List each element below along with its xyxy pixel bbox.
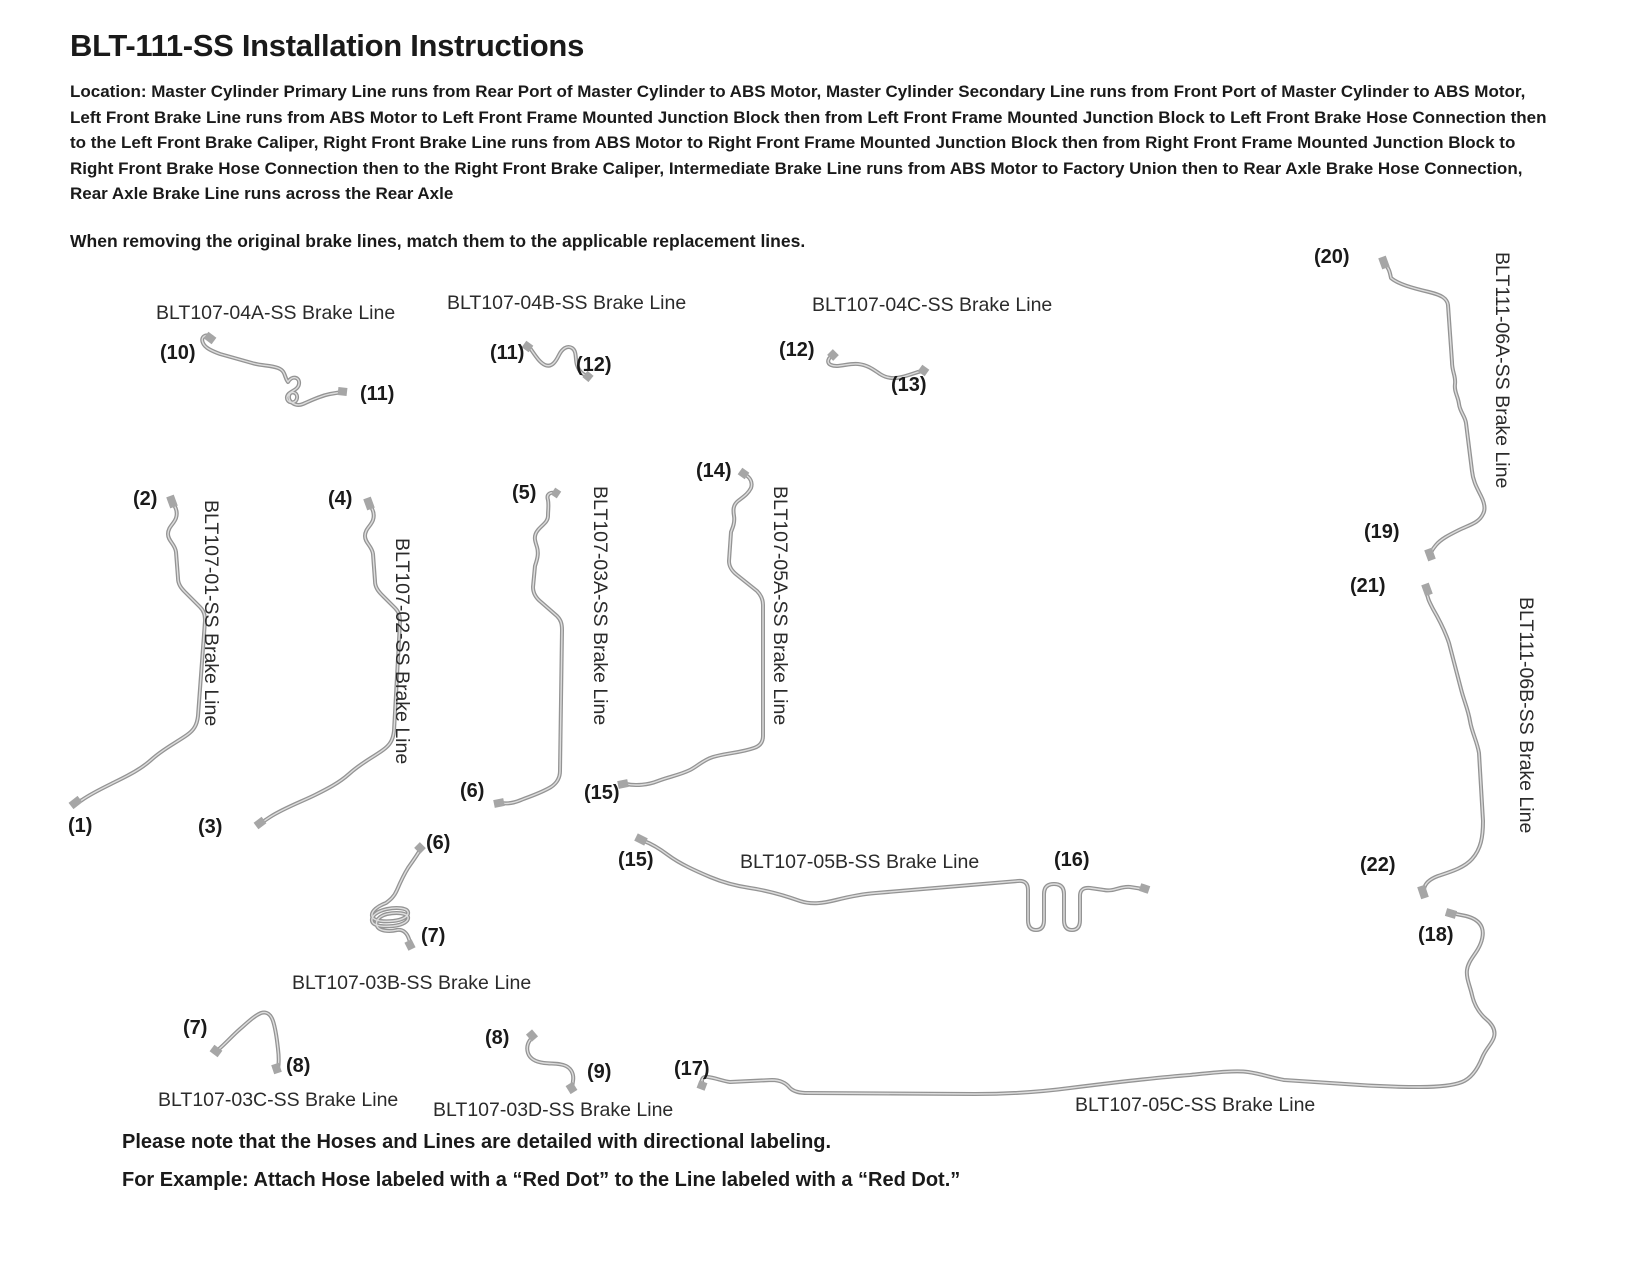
callout-04b-end-11: (11) — [490, 342, 525, 364]
callout-03a-end-6: (6) — [460, 780, 485, 802]
callout-03a-end-5: (5) — [512, 482, 537, 504]
page-title: BLT-111-SS Installation Instructions — [70, 28, 585, 63]
label-blt107-01: BLT107-01-SS Brake Line — [200, 500, 222, 727]
callout-06a-end-20: (20) — [1314, 246, 1350, 268]
label-blt107-02: BLT107-02-SS Brake Line — [391, 538, 413, 765]
blt107-01-line-drawing — [77, 502, 205, 803]
callout-03b-end-6: (6) — [426, 832, 451, 854]
footer-note-red-dot-example: For Example: Attach Hose labeled with a “Red Dot” to the Line labeled with a “Red Dot.” — [122, 1169, 961, 1191]
callout-05b-end-16: (16) — [1054, 849, 1090, 871]
callout-03c-end-7: (7) — [183, 1017, 208, 1039]
blt111-06a-line-drawing — [1384, 264, 1484, 557]
callout-03b-end-7: (7) — [421, 925, 446, 947]
blt107-05a-line-drawing — [626, 474, 763, 785]
callout-04a-end-10: (10) — [160, 342, 196, 364]
callout-06b-end-21: (21) — [1350, 575, 1386, 597]
footer-note-directional-labeling: Please note that the Hoses and Lines are detailed with directional labeling. — [122, 1131, 832, 1153]
callout-03d-end-9: (9) — [587, 1061, 612, 1083]
callout-04c-end-12: (12) — [779, 339, 815, 361]
label-blt111-06b: BLT111-06B-SS Brake Line — [1515, 597, 1537, 834]
callout-06b-end-22: (22) — [1360, 854, 1396, 876]
callout-02-end-3: (3) — [198, 816, 223, 838]
label-blt111-06a: BLT111-06A-SS Brake Line — [1491, 252, 1513, 489]
callout-01-end-2: (2) — [133, 488, 158, 510]
callout-04a-end-11: (11) — [360, 383, 395, 405]
label-blt107-05a: BLT107-05A-SS Brake Line — [769, 486, 791, 726]
callout-02-end-4: (4) — [328, 488, 353, 510]
blt111-06b-line-drawing — [1424, 592, 1483, 889]
label-blt107-03c: BLT107-03C-SS Brake Line — [158, 1089, 399, 1111]
callout-05c-end-18: (18) — [1418, 924, 1454, 946]
label-blt107-03b: BLT107-03B-SS Brake Line — [292, 972, 532, 994]
callout-04b-end-12: (12) — [576, 354, 612, 376]
blt107-03d-line-drawing — [527, 1037, 573, 1088]
callout-05a-end-15: (15) — [584, 782, 620, 804]
callout-04c-end-13: (13) — [891, 374, 927, 396]
callout-05c-end-17: (17) — [674, 1058, 710, 1080]
blt107-04a-line-drawing — [202, 335, 342, 405]
label-blt107-04b: BLT107-04B-SS Brake Line — [447, 292, 687, 314]
label-blt107-03a: BLT107-03A-SS Brake Line — [589, 486, 611, 726]
callout-05a-end-14: (14) — [696, 460, 732, 482]
callout-05b-end-15: (15) — [618, 849, 654, 871]
label-blt107-03d: BLT107-03D-SS Brake Line — [433, 1099, 674, 1121]
label-blt107-04c: BLT107-04C-SS Brake Line — [812, 294, 1053, 316]
label-blt107-05b: BLT107-05B-SS Brake Line — [740, 851, 980, 873]
blt107-03a-line-drawing — [501, 493, 562, 804]
blt107-05c-line-drawing — [702, 914, 1495, 1094]
callout-03c-end-8: (8) — [286, 1055, 311, 1077]
label-blt107-04a: BLT107-04A-SS Brake Line — [156, 302, 396, 324]
label-blt107-05c: BLT107-05C-SS Brake Line — [1075, 1094, 1316, 1116]
callout-03d-end-8: (8) — [485, 1027, 510, 1049]
blt107-02-line-drawing — [261, 504, 400, 823]
match-note: When removing the original brake lines, match them to the applicable replacement lines. — [70, 231, 806, 251]
callout-06a-end-19: (19) — [1364, 521, 1400, 543]
callout-01-end-1: (1) — [68, 815, 93, 837]
location-paragraph: Location: Master Cylinder Primary Line runs from Rear Port of Master Cylinder to ABS Motor, Master Cylinder Secondary Line runs from Front Port of Master Cylinder to ABS Motor, Left Front Brake Line runs from ABS Motor to Left Front Frame Mounted Junction Block then from Left Front Frame Mounted Junction Block to Left Front Brake Hose Connection then to the Left Front Brake Caliper, Right Front Brake Line runs from ABS Motor to Right Front Frame Mounted Junction Block then from Right Front Frame Mounted Junction Block to Right Front Brake Hose Connection then to the Right Front Brake Caliper, Intermediate Brake Line runs from ABS Motor to Factory Union then to Rear Axle Brake Hose Connection, Rear Axle Brake Line runs across the Rear Axle — [70, 82, 1547, 203]
